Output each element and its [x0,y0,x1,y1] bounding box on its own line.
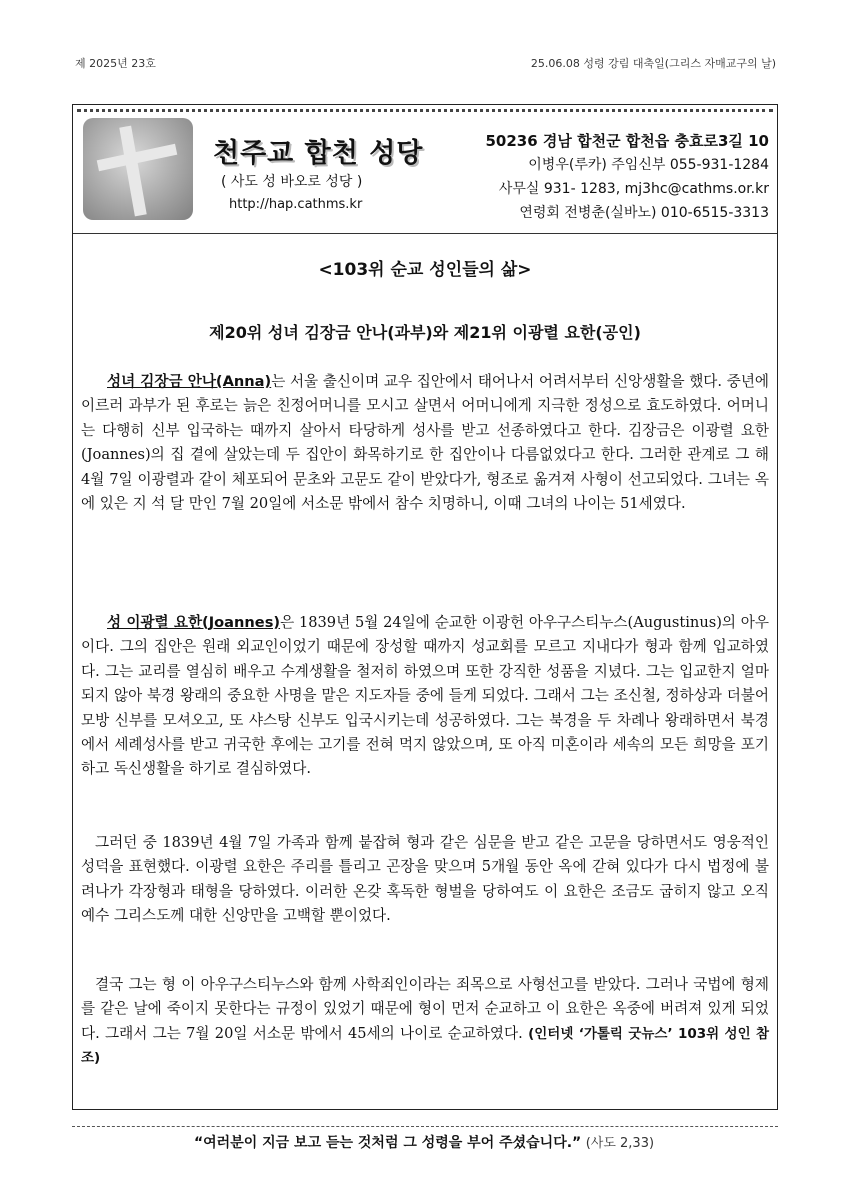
contact-info [486,129,770,225]
office-contact: 사무실 931- 1283, mj3hc@cathms.or.kr [498,181,769,197]
paragraph-martyrdom [81,973,769,1071]
paragraph-anna [81,370,769,516]
paragraph-joannes-text: 은 1839년 5월 24일에 순교한 이광헌 아우구스티누스(Augustinus)의 아우이다. 그의 집안은 원래 외교인이었기 때문에 장성할 때까지 성교회를 모르고 지내다가 형과 함께 입교하였다. 그는 교리를 열심히 배우고 수계생활을 철저히 하였으며 또한 강직한 성품을 지녔다. 그는 입교한지 얼마 되지 않아 북경 왕래의 중요한 사명을 맡은 지도자들 중에 들게 되었다. 그래서 그는 조신철, 정하상과 더불어 모방 신부를 모셔오고, 또 샤스탕 신부도 입국시키는데 성공하였다. 그는 북경을 두 차례나 왕래하면서 북경에서 세례성사를 받고 귀국한 후에는 고기를 전혀 먹지 않았으며, 또 아직 미혼이라 세속의 모든 희망을 포기하고 독신생활을 하기로 결심하였다. [81,614,769,778]
cross-logo-icon [83,118,193,220]
footer-citation: (사도 2,33) [585,1136,655,1151]
paragraph-arrest: 그러던 중 1839년 4월 7일 가족과 함께 붙잡혀 형과 같은 심문을 받고 같은 고문을 당하면서도 영웅적인 성덕을 표현했다. 이광렬 요한은 주리를 틀리고 곤장을 맞으며 5개월 동안 옥에 갇혀 있다가 다시 법정에 불려나가 각장형과 태형을 당하였다. 이러한 온갖 혹독한 형벌을 당하여도 이 요한은 조금도 굽히지 않고 오직 예수 그리스도께 대한 신앙만을 고백할 뿐이었다. [81,834,770,925]
saint-name-anna: 성녀 김장금 안나(Anna) [107,373,272,390]
church-url[interactable]: http://hap.cathms.kr [229,197,363,212]
footer-quote [0,1132,848,1152]
bottom-dashed-divider [72,1126,778,1127]
top-dotted-divider [77,109,773,112]
article-subtitle: 제20위 성녀 김장금 안나(과부)와 제21위 이광렬 요한(공인) [209,323,641,342]
church-address: 50236 경남 합천군 합천읍 충효로3길 10 [485,132,769,150]
paragraph-joannes [81,611,769,782]
paragraph-martyrdom-text: 결국 그는 형 이 아우구스티누스와 함께 사학죄인이라는 죄목으로 사형선고를 받았다. 그러나 국법에 형제를 같은 날에 죽이지 못한다는 규정이 있었기 때문에 형이 먼저 순교하고 이 요한은 옥중에 버려져 있게 되었다. 그래서 그는 7월 20일 서소문 밖에서 45세의 나이로 순교하였다. [81,976,769,1042]
source-reference: (인터넷 ‘가톨릭 굿뉴스’ 103위 성인 참조) [81,1025,770,1067]
paragraph-anna-text: 는 서울 출신이며 교우 집안에서 태어나서 어려서부터 신앙생활을 했다. 중년에 이르러 과부가 된 후로는 늙은 친정어머니를 모시고 살면서 어머니에게 지극한 정성으로 효도하였다. 어머니는 다행히 신부 입국하는 때까지 살아서 타당하게 성사를 받고 선종하였다고 한다. 김장금은 이광렬 요한(Joannes)의 집 곁에 살았는데 두 집안이 화목하기로 한 집안이나 다름없었다고 한다. 그러한 관계로 그 해 4월 7일 이광렬과 같이 체포되어 문초와 고문도 같이 받았다가, 형조로 옮겨져 사형이 선고되었다. 그녀는 옥에 있은 지 석 달 만인 7월 20일에 서소문 밖에서 참수 치명하니, 이때 그녀의 나이는 51세였다. [81,373,770,513]
issue-date: 25.06.08 성령 강림 대축일(그리스 자매교구의 날) [530,57,776,70]
bulletin-frame [72,104,778,1110]
church-name: 천주교 합천 성당 [213,138,424,169]
section-title: <103위 순교 성인들의 삶> [318,260,532,280]
church-header [73,115,777,234]
footer-quote-text: “여러분이 지금 보고 듣는 것처럼 그 성령을 부어 주셨습니다.” [193,1135,582,1151]
issue-number: 제 2025년 23호 [75,57,156,70]
saint-name-joannes: 성 이광렬 요한(Joannes) [107,614,281,631]
church-subtitle: ( 사도 성 바오로 성당 ) [221,174,363,190]
council-contact: 연령회 전병춘(실바노) 010-6515-3313 [519,205,769,221]
pastor-contact: 이병우(루카) 주임신부 055-931-1284 [528,157,769,173]
